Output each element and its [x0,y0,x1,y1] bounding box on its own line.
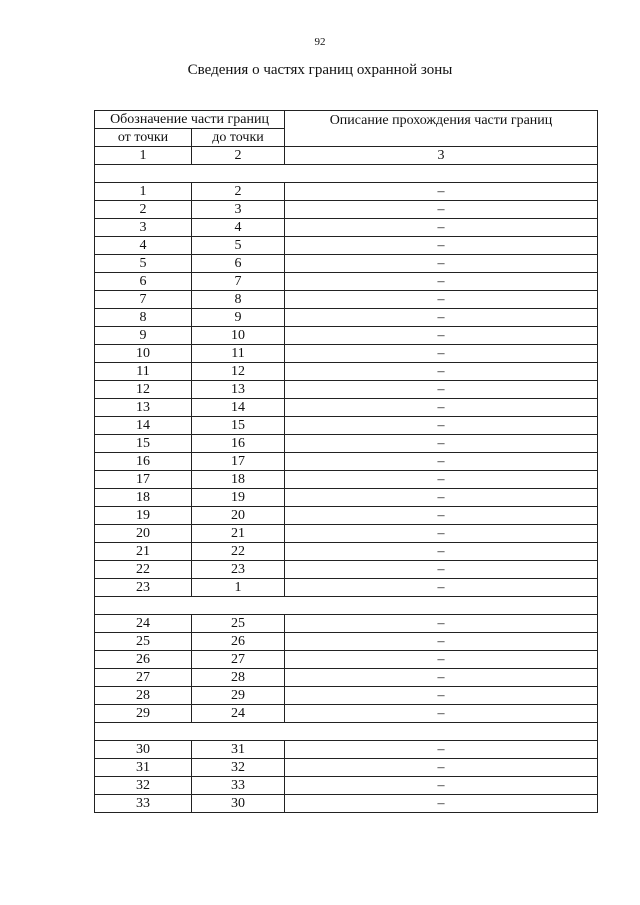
to-point-cell: 13 [192,381,285,399]
column-index: 2 [192,147,285,165]
from-point-cell: 22 [95,561,192,579]
section-separator-cell [95,723,598,741]
from-point-cell: 8 [95,309,192,327]
description-cell: – [285,183,598,201]
boundary-parts-table [94,110,598,813]
table-row [95,435,598,453]
header-to-point: до точки [192,129,285,147]
from-point-cell: 12 [95,381,192,399]
table-row [95,687,598,705]
table-row [95,309,598,327]
table-row [95,327,598,345]
from-point-cell: 1 [95,183,192,201]
to-point-cell: 33 [192,777,285,795]
from-point-cell: 30 [95,741,192,759]
description-cell: – [285,543,598,561]
description-cell: – [285,453,598,471]
to-point-cell: 29 [192,687,285,705]
table-row [95,255,598,273]
section-separator-cell [95,165,598,183]
table-row [95,507,598,525]
page-number: 92 [314,36,326,48]
from-point-cell: 26 [95,651,192,669]
from-point-cell: 21 [95,543,192,561]
table-row [95,741,598,759]
to-point-cell: 16 [192,435,285,453]
description-cell: – [285,525,598,543]
to-point-cell: 5 [192,237,285,255]
table-row [95,777,598,795]
description-cell: – [285,345,598,363]
from-point-cell: 7 [95,291,192,309]
from-point-cell: 33 [95,795,192,813]
table-row [95,291,598,309]
to-point-cell: 28 [192,669,285,687]
description-cell: – [285,795,598,813]
to-point-cell: 7 [192,273,285,291]
from-point-cell: 27 [95,669,192,687]
to-point-cell: 22 [192,543,285,561]
table-row [95,579,598,597]
header-from-point: от точки [95,129,192,147]
to-point-cell: 21 [192,525,285,543]
description-cell: – [285,669,598,687]
table-row [95,615,598,633]
table-row [95,669,598,687]
to-point-cell: 17 [192,453,285,471]
from-point-cell: 6 [95,273,192,291]
table-row [95,525,598,543]
description-cell: – [285,273,598,291]
page-title: Сведения о частях границ охранной зоны [187,62,453,78]
description-cell: – [285,759,598,777]
from-point-cell: 16 [95,453,192,471]
description-cell: – [285,237,598,255]
description-cell: – [285,255,598,273]
from-point-cell: 10 [95,345,192,363]
to-point-cell: 32 [192,759,285,777]
description-cell: – [285,219,598,237]
table-row [95,543,598,561]
from-point-cell: 28 [95,687,192,705]
table-row [95,471,598,489]
to-point-cell: 4 [192,219,285,237]
description-cell: – [285,561,598,579]
description-cell: – [285,327,598,345]
description-cell: – [285,615,598,633]
to-point-cell: 19 [192,489,285,507]
description-cell: – [285,777,598,795]
to-point-cell: 2 [192,183,285,201]
header-description: Описание прохождения части границ [285,111,598,147]
description-cell: – [285,381,598,399]
description-cell: – [285,417,598,435]
to-point-cell: 31 [192,741,285,759]
table-row [95,417,598,435]
description-cell: – [285,489,598,507]
from-point-cell: 23 [95,579,192,597]
to-point-cell: 1 [192,579,285,597]
description-cell: – [285,741,598,759]
description-cell: – [285,363,598,381]
section-separator-cell [95,597,598,615]
from-point-cell: 19 [95,507,192,525]
table-row [95,273,598,291]
from-point-cell: 3 [95,219,192,237]
table-row [95,201,598,219]
table-row [95,453,598,471]
description-cell: – [285,471,598,489]
description-cell: – [285,687,598,705]
table-row [95,399,598,417]
description-cell: – [285,309,598,327]
from-point-cell: 11 [95,363,192,381]
from-point-cell: 15 [95,435,192,453]
to-point-cell: 27 [192,651,285,669]
to-point-cell: 6 [192,255,285,273]
table-row [95,795,598,813]
to-point-cell: 10 [192,327,285,345]
description-cell: – [285,633,598,651]
to-point-cell: 14 [192,399,285,417]
from-point-cell: 5 [95,255,192,273]
to-point-cell: 23 [192,561,285,579]
description-cell: – [285,651,598,669]
from-point-cell: 14 [95,417,192,435]
from-point-cell: 29 [95,705,192,723]
to-point-cell: 9 [192,309,285,327]
description-cell: – [285,201,598,219]
table-row [95,705,598,723]
to-point-cell: 3 [192,201,285,219]
from-point-cell: 32 [95,777,192,795]
table-row [95,561,598,579]
table-row [95,345,598,363]
from-point-cell: 13 [95,399,192,417]
table-row [95,651,598,669]
description-cell: – [285,435,598,453]
to-point-cell: 25 [192,615,285,633]
from-point-cell: 2 [95,201,192,219]
table-row [95,237,598,255]
to-point-cell: 24 [192,705,285,723]
from-point-cell: 17 [95,471,192,489]
section-separator-row [95,597,598,615]
to-point-cell: 18 [192,471,285,489]
column-index: 3 [285,147,598,165]
from-point-cell: 31 [95,759,192,777]
description-cell: – [285,399,598,417]
table-row [95,489,598,507]
to-point-cell: 26 [192,633,285,651]
table-row [95,381,598,399]
column-index: 1 [95,147,192,165]
from-point-cell: 9 [95,327,192,345]
from-point-cell: 25 [95,633,192,651]
to-point-cell: 8 [192,291,285,309]
table-row [95,759,598,777]
table-row [95,183,598,201]
to-point-cell: 15 [192,417,285,435]
table-row [95,633,598,651]
header-boundary-designation: Обозначение части границ [95,111,285,129]
table-row [95,363,598,381]
table-row [95,219,598,237]
description-cell: – [285,705,598,723]
to-point-cell: 12 [192,363,285,381]
section-separator-row [95,165,598,183]
description-cell: – [285,507,598,525]
description-cell: – [285,291,598,309]
from-point-cell: 4 [95,237,192,255]
from-point-cell: 18 [95,489,192,507]
section-separator-row [95,723,598,741]
table-body [95,165,598,813]
from-point-cell: 24 [95,615,192,633]
to-point-cell: 30 [192,795,285,813]
to-point-cell: 11 [192,345,285,363]
to-point-cell: 20 [192,507,285,525]
description-cell: – [285,579,598,597]
from-point-cell: 20 [95,525,192,543]
